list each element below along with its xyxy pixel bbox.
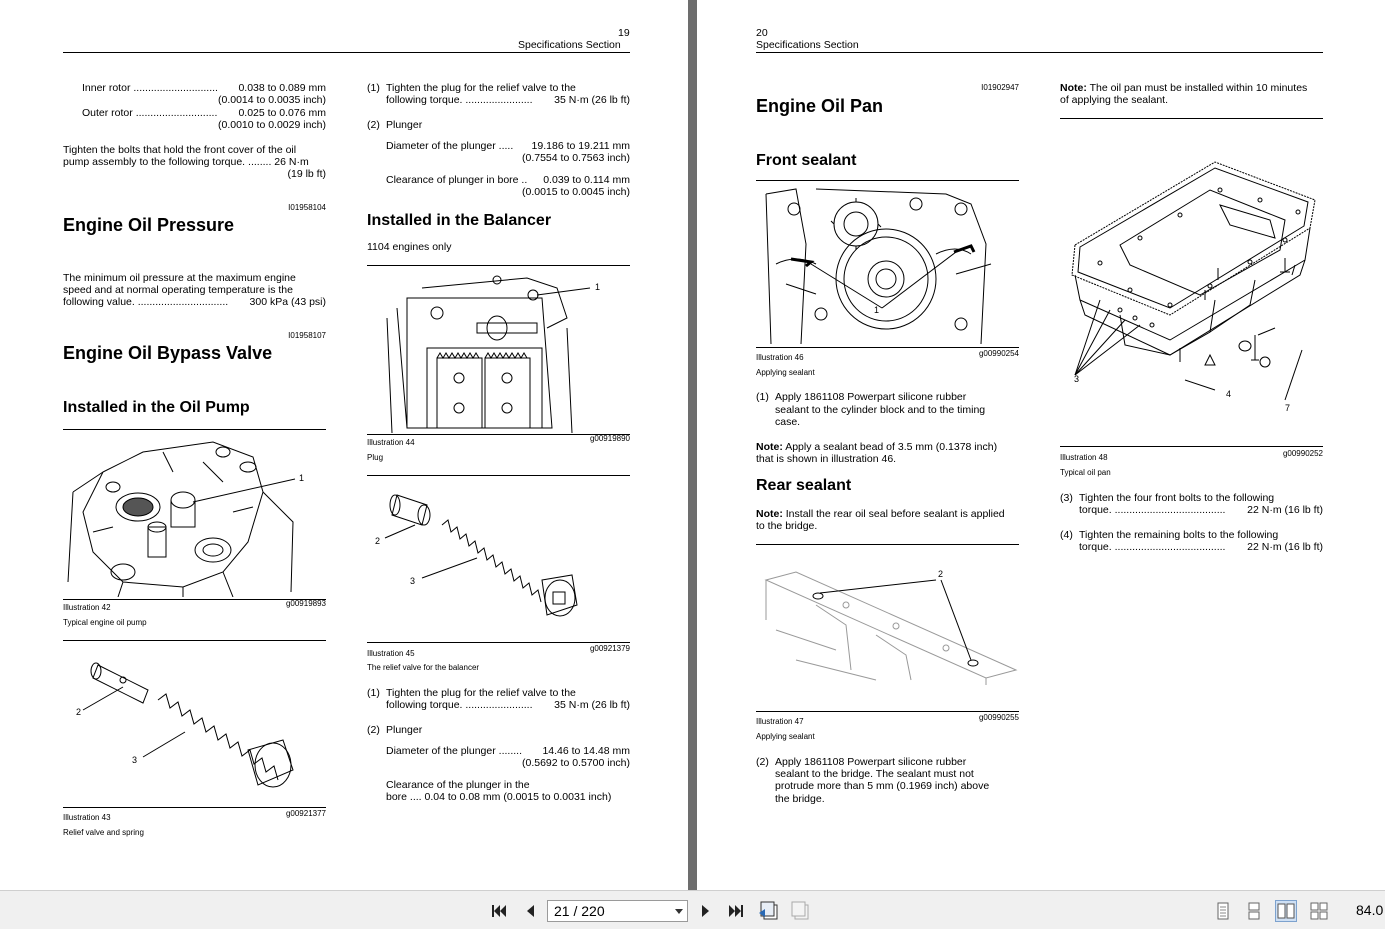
left-page (0, 0, 688, 890)
ref-code: I01958107 (288, 331, 326, 340)
figure-label: Illustration 48 (1060, 453, 1108, 462)
step-text: following torque. ....................... (386, 94, 533, 106)
inner-rotor-inch: (0.0014 to 0.0035 inch) (218, 94, 326, 106)
step-text: Tighten the four front bolts to the following (1079, 492, 1275, 504)
balancer-relief-valve-illustration (367, 480, 630, 640)
page-number-value: 21 / 220 (554, 903, 605, 919)
chevron-down-icon[interactable] (675, 909, 683, 914)
last-page-button[interactable] (725, 900, 747, 922)
page-number-input[interactable] (547, 900, 688, 922)
page-number: 19 (618, 27, 630, 39)
subsection-title: Installed in the Balancer (367, 212, 552, 229)
figure-label: Illustration 47 (756, 717, 804, 726)
step-text: Tighten the plug for the relief valve to the (386, 687, 576, 699)
step-value: 35 N·m (26 lb ft) (554, 94, 630, 106)
go-forward-view-button[interactable] (789, 900, 811, 922)
single-page-icon (1215, 902, 1231, 920)
step-text: Plunger (386, 724, 423, 736)
spec-value: (0.5692 to 0.5700 inch) (522, 757, 630, 769)
facing-pages-icon (1277, 903, 1295, 919)
front-sealant-illustration (756, 184, 1019, 346)
section-title: Engine Oil Pan (756, 96, 884, 116)
previous-page-button[interactable] (519, 900, 541, 922)
step-number: (4) (1060, 529, 1073, 541)
spec-value: 14.46 to 14.48 mm (542, 745, 630, 757)
balancer-plug-illustration (367, 268, 630, 433)
ref-code: I01958104 (288, 203, 326, 212)
rear-sealant-illustration (756, 560, 1019, 710)
front-cover-text-1: Tighten the bolts that hold the front cover of the oil (63, 144, 297, 156)
callout-1: 1 (874, 305, 880, 315)
continuous-facing-icon (1310, 902, 1328, 920)
previous-page-icon (523, 903, 537, 919)
figure-code: g00919890 (589, 434, 630, 443)
relief-valve-illustration (63, 645, 326, 805)
step-text: case. (775, 416, 801, 428)
zoom-level[interactable]: 84.0 (1356, 902, 1384, 918)
step-number: (1) (756, 391, 769, 403)
oil-pan-illustration (1060, 150, 1323, 430)
callout-1: 1 (299, 473, 305, 483)
callout-4: 4 (1226, 389, 1232, 399)
step-text: protrude more than 5 mm (0.1969 inch) above (775, 780, 990, 792)
callout-3: 3 (132, 755, 138, 765)
figure-caption: Relief valve and spring (63, 828, 144, 837)
step-text: torque. ...................................... (1079, 541, 1226, 553)
step-text: sealant to the cylinder block and to the timing (775, 404, 986, 416)
figure-code: g00990254 (978, 349, 1019, 358)
note-text: that is shown in illustration 46. (756, 453, 897, 465)
callout-1: 1 (595, 282, 601, 292)
first-page-icon (490, 903, 508, 919)
step-text: the bridge. (775, 793, 825, 805)
callout-2: 2 (938, 569, 944, 579)
figure-caption: Typical engine oil pump (63, 618, 147, 627)
step-value: 22 N·m (16 lb ft) (1247, 541, 1323, 553)
note-text: Note: The oil pan must be installed within 10 minutes (1060, 82, 1308, 94)
pressure-text-3: following value. ............................... (63, 296, 229, 308)
pressure-text-2: speed and at normal operating temperature is the (63, 284, 293, 296)
spec-label: Diameter of the plunger ..... (386, 140, 514, 152)
last-page-icon (727, 903, 745, 919)
spec-label: bore .... 0.04 to 0.08 mm (0.0015 to 0.0031 inch) (386, 791, 612, 803)
subsection-title: Rear sealant (756, 477, 852, 494)
step-value: 35 N·m (26 lb ft) (554, 699, 630, 711)
callout-3: 3 (410, 576, 416, 586)
subsection-title: Installed in the Oil Pump (63, 399, 250, 416)
next-view-icon (789, 901, 811, 921)
spec-value: 0.039 to 0.114 mm (543, 174, 630, 186)
figure-label: Illustration 45 (367, 649, 415, 658)
note-text: Note: Apply a sealant bead of 3.5 mm (0.1378 inch) (756, 441, 998, 453)
front-cover-text-2: pump assembly to the following torque. ........ 26 N·m (63, 156, 309, 168)
pressure-text-1: The minimum oil pressure at the maximum engine (63, 272, 296, 284)
spec-value: (0.0015 to 0.0045 inch) (522, 186, 630, 198)
step-text: Plunger (386, 119, 423, 131)
step-text: following torque. ....................... (386, 699, 533, 711)
oil-pump-illustration (63, 432, 326, 597)
note-text: of applying the sealant. (1060, 94, 1168, 106)
next-page-icon (699, 903, 713, 919)
step-text: Apply 1861108 Powerpart silicone rubber (775, 756, 967, 768)
figure-caption: Plug (367, 453, 384, 462)
continuous-facing-view-button[interactable] (1308, 900, 1330, 922)
outer-rotor-inch: (0.0010 to 0.0029 inch) (218, 119, 326, 131)
section-title: Engine Oil Bypass Valve (63, 343, 273, 363)
step-value: 22 N·m (16 lb ft) (1247, 504, 1323, 516)
previous-view-icon (758, 901, 780, 921)
continuous-view-button[interactable] (1243, 900, 1265, 922)
figure-caption: Typical oil pan (1060, 468, 1111, 477)
note-text: Note: Install the rear oil seal before sealant is applied (756, 508, 1005, 520)
callout-7: 7 (1285, 403, 1291, 413)
viewer-toolbar (0, 890, 1385, 929)
step-text: Tighten the plug for the relief valve to the (386, 82, 576, 94)
spec-label: Diameter of the plunger ........ (386, 745, 522, 757)
subsection-title: Front sealant (756, 152, 857, 169)
figure-code: g00921379 (589, 644, 630, 653)
spec-label: Clearance of the plunger in the (386, 779, 530, 791)
callout-3: 3 (1074, 374, 1080, 384)
first-page-button[interactable] (488, 900, 510, 922)
figure-code: g00990252 (1282, 449, 1323, 458)
facing-pages-view-button[interactable] (1275, 900, 1297, 922)
step-number: (2) (367, 119, 380, 131)
callout-2: 2 (375, 536, 381, 546)
callout-2: 2 (76, 707, 82, 717)
figure-label: Illustration 42 (63, 603, 111, 612)
front-cover-value: (19 lb ft) (287, 168, 326, 180)
outer-rotor-label: Outer rotor ............................ (82, 107, 218, 119)
go-back-view-button[interactable] (758, 900, 780, 922)
ref-code: I01902947 (981, 83, 1019, 92)
step-number: (2) (367, 724, 380, 736)
figure-label: Illustration 44 (367, 438, 415, 447)
outer-rotor-mm: 0.025 to 0.076 mm (238, 107, 326, 119)
figure-code: g00919893 (285, 599, 326, 608)
figure-label: Illustration 43 (63, 813, 111, 822)
figure-caption: Applying sealant (756, 368, 815, 377)
running-header: Specifications Section (756, 39, 859, 51)
single-page-view-button[interactable] (1212, 900, 1234, 922)
step-text: sealant to the bridge. The sealant must not (775, 768, 974, 780)
spec-label: Clearance of plunger in bore .. (386, 174, 528, 186)
step-text: torque. ...................................... (1079, 504, 1226, 516)
spec-value: (0.7554 to 0.7563 inch) (522, 152, 630, 164)
figure-label: Illustration 46 (756, 353, 804, 362)
inner-rotor-label: Inner rotor ............................. (82, 82, 218, 94)
figure-caption: The relief valve for the balancer (367, 663, 480, 672)
continuous-page-icon (1246, 902, 1262, 920)
step-text: Tighten the remaining bolts to the following (1079, 529, 1279, 541)
inner-rotor-mm: 0.038 to 0.089 mm (238, 82, 326, 94)
note-text: to the bridge. (756, 520, 818, 532)
spec-value: 19.186 to 19.211 mm (531, 140, 630, 152)
next-page-button[interactable] (695, 900, 717, 922)
step-number: (2) (756, 756, 769, 768)
running-header: Specifications Section (518, 39, 621, 51)
figure-caption: Applying sealant (756, 732, 815, 741)
figure-code: g00990255 (978, 713, 1019, 722)
page-number: 20 (756, 27, 768, 39)
right-page (697, 0, 1385, 890)
section-title: Engine Oil Pressure (63, 215, 235, 235)
step-number: (3) (1060, 492, 1073, 504)
pressure-value: 300 kPa (43 psi) (249, 296, 326, 308)
applicability-note: 1104 engines only (367, 241, 452, 253)
step-text: Apply 1861108 Powerpart silicone rubber (775, 391, 967, 403)
figure-code: g00921377 (285, 809, 326, 818)
step-number: (1) (367, 82, 380, 94)
step-number: (1) (367, 687, 380, 699)
